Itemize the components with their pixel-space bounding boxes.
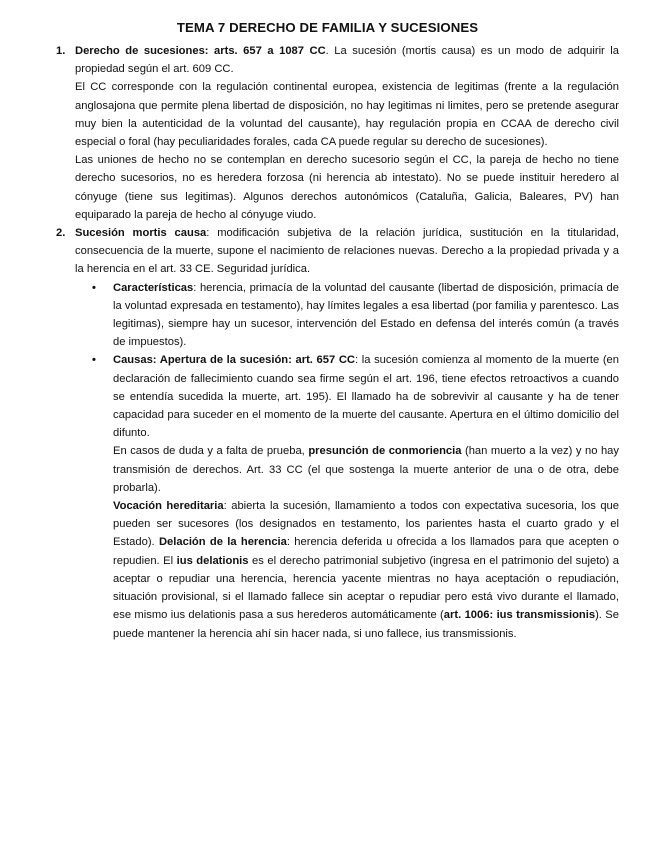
bullet-caracteristicas-heading: Características	[113, 281, 194, 294]
section-2	[36, 224, 619, 279]
bullet-icon: •	[92, 281, 96, 294]
term-vocacion-hereditaria: Vocación hereditaria	[113, 500, 224, 513]
term-delacion: Delación de la herencia	[158, 536, 287, 549]
term-conmoriencia: presunción de conmoriencia	[308, 445, 462, 458]
bullet-caracteristicas-text: Características: herencia, primacía de la voluntad del causante (libertad de disposición, primacía de la voluntad expresada en testamento), hay límites legales a esa libertad (por familia y parentesco. Las legitimas), siempre hay un sucesor, intervención del Estado en defensa del interés común (a través de impuestos).	[113, 281, 619, 349]
page-title: TEMA 7 DERECHO DE FAMILIA Y SUCESIONES	[176, 20, 479, 35]
section-1-paragraph-3: Las uniones de hecho no se contemplan en derecho sucesorio según el CC, la pareja de hecho no tiene derecho sucesorios, no es heredera forzosa (ni herencia ab intestato). No se puede instituir heredero al cónyuge (tiene sus legitimas). Algunos derechos autonómicos (Cataluña, Galicia, Baleares, PV) han equiparado la pareja de hecho al cónyuge viudo.	[75, 154, 619, 221]
bullet-causas-heading: Causas: Apertura de la sucesión: art. 657 CC	[113, 354, 355, 367]
section-1-heading: Derecho de sucesiones: arts. 657 a 1087 CC	[75, 45, 326, 57]
paragraph-vocacion: Vocación hereditaria: abierta la sucesión, llamamiento a todos con expectativa sucesoria, los que pueden ser sucesores (los designados en testamento, los parientes hasta el cuarto grado y el Estado). Delación de la herencia: herencia deferida u ofrecida a los llamados para que acepten o repudien. El ius delationis es el derecho patrimonial subjetivo (ingresa en el patrimonio del sujeto) a aceptar o repudiar una herencia, herencia yacente mientras no haya aceptación o repudiación, situación provisional, si el llamado fallece sin aceptar o repudiar pero está vivo durante el llamado, ese mismo ius delationis pasa a sus herederos automáticamente (art. 1006: ius transmissionis). Se puede mantener la herencia ahí sin hacer nada, si uno fallece, ius transmissionis.	[113, 500, 619, 640]
section-1-paragraph-2: El CC corresponde con la regulación continental europea, existencia de legitimas (frente a la regulación anglosajona que permite plena libertad de disposición, no hay legitimas ni limites, pero se pretende asegurar muy bien la autenticidad de la voluntad del causante), hay regulación propia en CCAA de derecho civil especial o foral (hay peculiaridades forales, cada CA puede regular su derecho de sucesiones).	[75, 81, 619, 149]
bullet-causas-text: Causas: Apertura de la sucesión: art. 657 CC: la sucesión comienza al momento de la muerte (en declaración de fallecimiento cuando sea firme según el art. 196, tiene efectos retroactivos a cuando se entendía sucedida la muerte, art. 195). El llamado ha de sobrevivir al causante y ha de tener capacidad para suceder en el momento de la muerte del causante. Apertura en el último domicilio del difunto.	[113, 354, 619, 440]
section-2-number: 2.	[56, 227, 66, 240]
bullet-causas	[36, 351, 619, 442]
bullet-caracteristicas	[36, 279, 619, 352]
paragraph-conmoriencia: En casos de duda y a falta de prueba, presunción de conmoriencia (han muerto a la vez) y no hay transmisión de derechos. Art. 33 CC (el que sostenga la muerte anterior de una o de otra, debe probarla).	[113, 445, 619, 494]
section-2-intro: Sucesión mortis causa: modificación subjetiva de la relación jurídica, sustitución en la titularidad, consecuencia de la muerte, supone el nacimiento de relaciones nuevas. Derecho a la propiedad privada y a la herencia en el art. 33 CE. Seguridad jurídica.	[75, 227, 619, 276]
section-2-heading: Sucesión mortis causa	[75, 227, 207, 240]
section-1	[36, 42, 619, 224]
term-ius-transmissionis: art. 1006: ius transmissionis	[443, 609, 596, 622]
bullet-icon: •	[92, 354, 96, 367]
term-ius-delationis: ius delationis	[176, 554, 249, 567]
section-1-intro: Derecho de sucesiones: arts. 657 a 1087 CC. La sucesión (mortis causa) es un modo de adquirir la propiedad según el art. 609 CC.	[75, 45, 619, 76]
section-1-number: 1.	[56, 45, 66, 57]
